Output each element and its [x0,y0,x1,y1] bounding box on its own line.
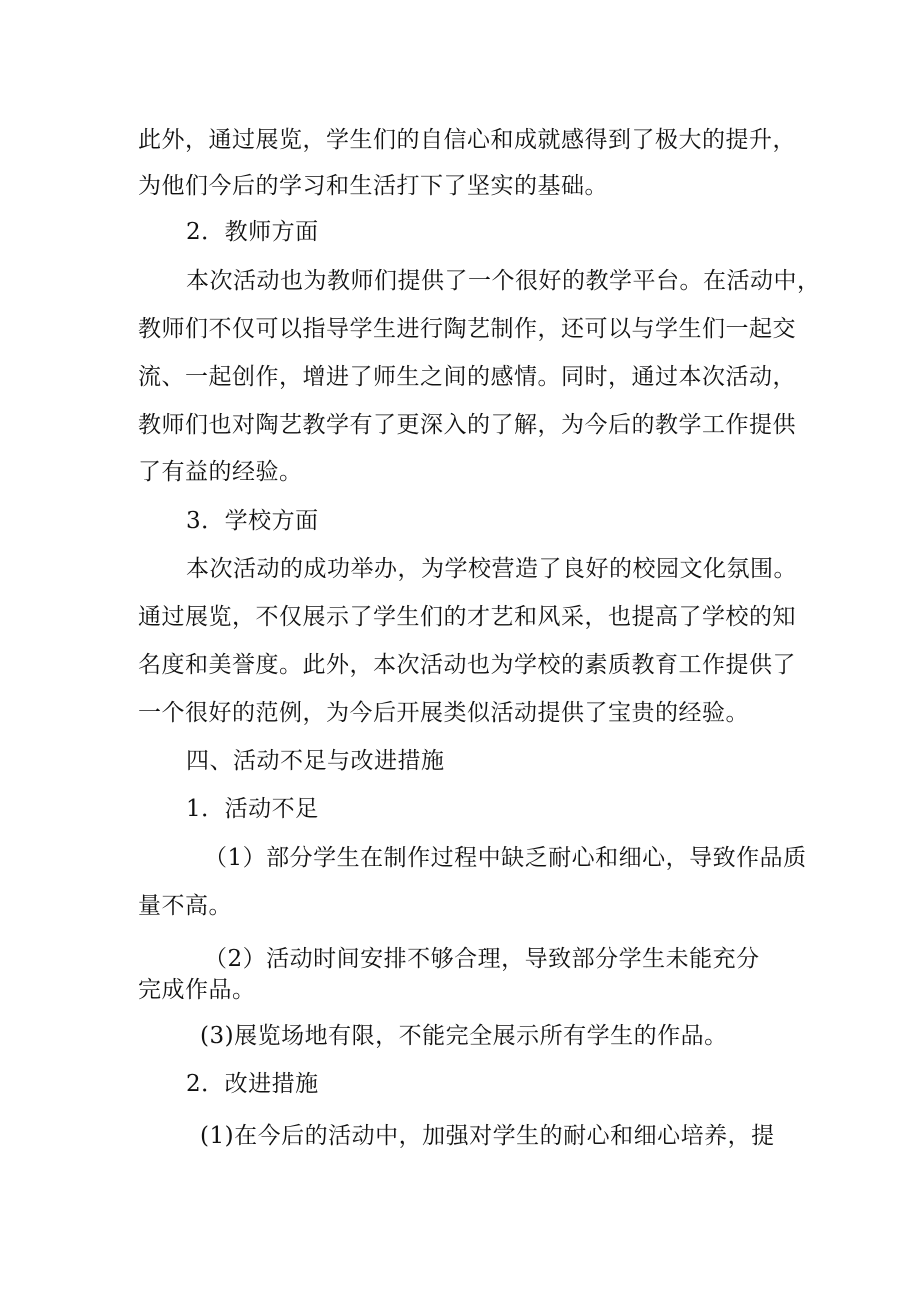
list-item-improvement-1: (1)在今后的活动中，加强对学生的耐心和细心培养，提 [200,1123,775,1149]
body-text-line: 本次活动的成功举办，为学校营造了良好的校园文化氛围。 [186,556,797,582]
section-heading-school: 3．学校方面 [186,508,319,534]
body-text-line: 教师们不仅可以指导学生进行陶艺制作，还可以与学生们一起交 [138,316,796,342]
body-text-line: 流、一起创作，增进了师生之间的感情。同时，通过本次活动， [138,364,796,390]
body-text-line: 为他们今后的学习和生活打下了坚实的基础。 [138,173,608,199]
body-text-line: 名度和美誉度。此外，本次活动也为学校的素质教育工作提供了 [138,652,796,678]
body-text-line: 一个很好的范例，为今后开展类似活动提供了宝贵的经验。 [138,700,749,726]
list-item-2: （2）活动时间安排不够合理，导致部分学生未能充分 [204,946,760,972]
body-text-line: 此外，通过展览，学生们的自信心和成就感得到了极大的提升， [138,127,796,153]
body-text-line: 教师们也对陶艺教学有了更深入的了解，为今后的教学工作提供 [138,412,796,438]
chapter-heading-shortcomings: 四、活动不足与改进措施 [186,748,445,774]
body-text-line: 量不高。 [138,893,232,919]
list-item-1: （1）部分学生在制作过程中缺乏耐心和细心，导致作品质 [204,845,807,871]
body-text-line: 完成作品。 [138,977,256,1003]
body-text-line: 通过展览，不仅展示了学生们的才艺和风采，也提高了学校的知 [138,604,796,630]
list-item-3: (3)展览场地有限，不能完全展示所有学生的作品。 [200,1023,728,1049]
section-heading-shortcomings: 1．活动不足 [186,796,319,822]
section-heading-improvements: 2．改进措施 [186,1071,319,1097]
body-text-line: 了有益的经验。 [138,459,303,485]
section-heading-teachers: 2．教师方面 [186,219,319,245]
body-text-line: 本次活动也为教师们提供了一个很好的教学平台。在活动中， [186,268,821,294]
